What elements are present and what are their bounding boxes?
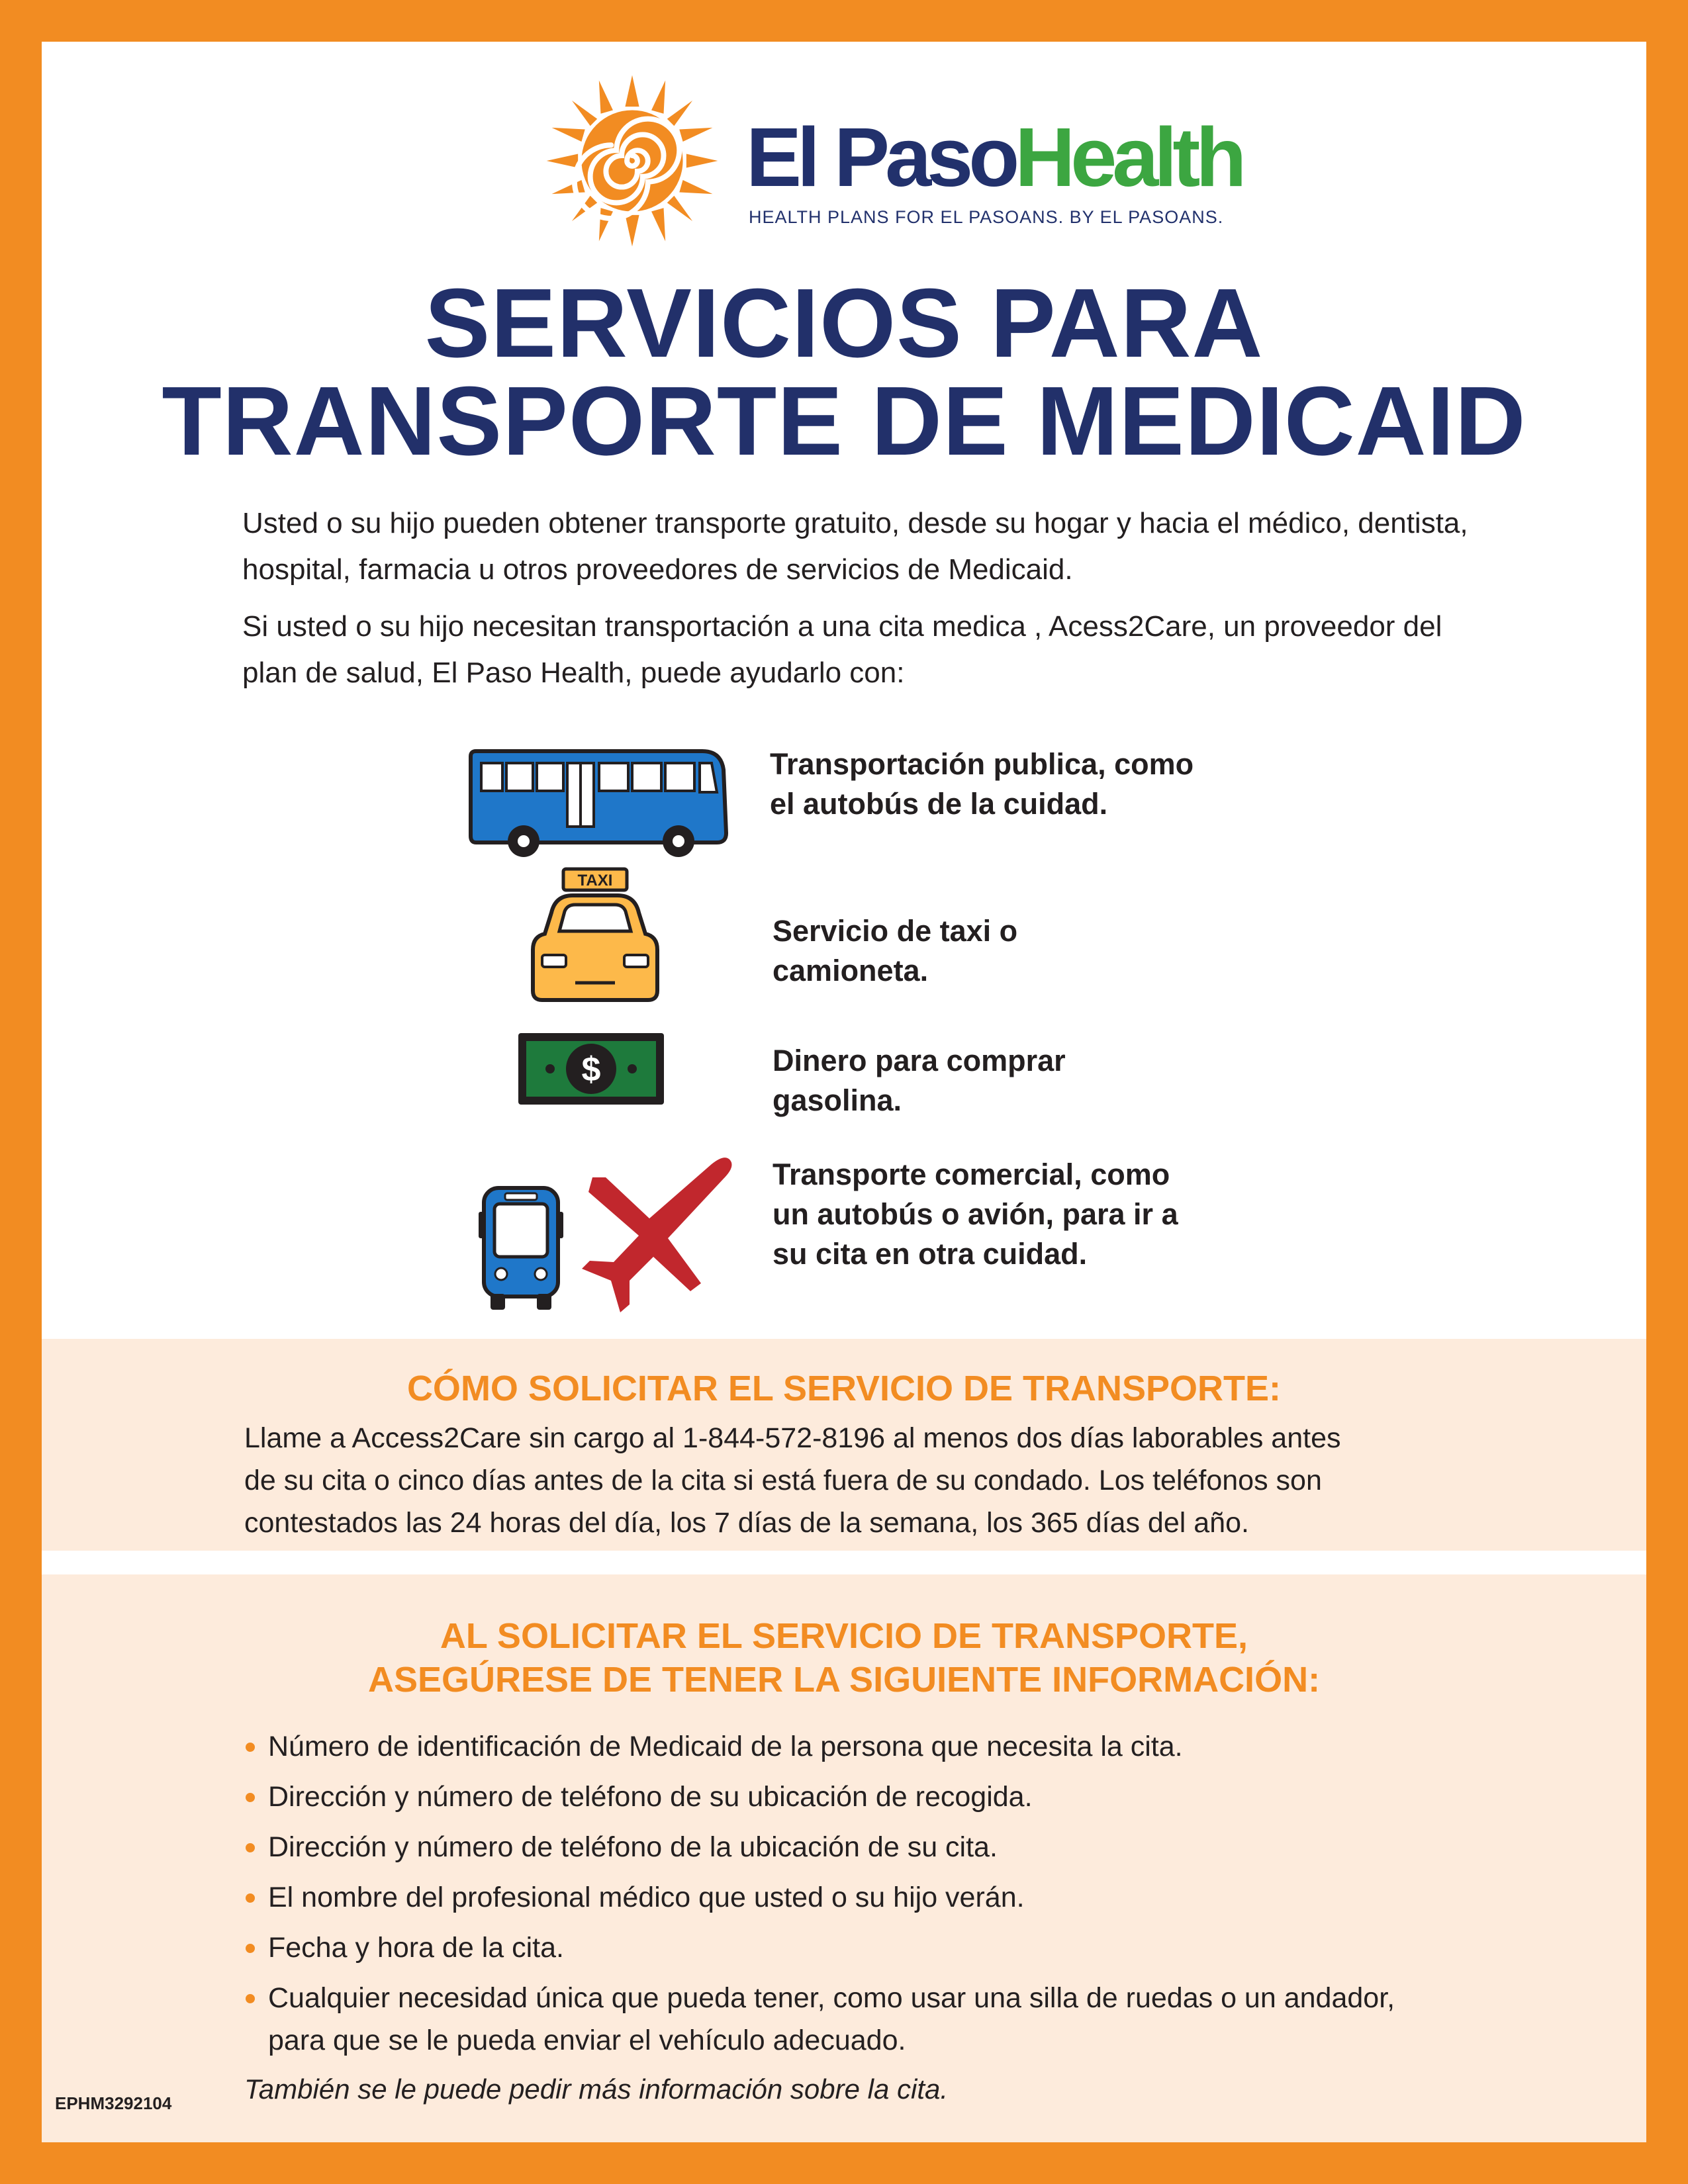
bullet-dot-icon [246,1994,255,2003]
taxi-sign-text: TAXI [577,872,613,889]
request-heading: CÓMO SOLICITAR EL SERVICIO DE TRANSPORTE: [406,1369,1282,1408]
list-item: Cualquier necesidad única que pueda tener, como usar una silla de ruedas o un andador, para que se le pueda enviar el vehículo adecuado. [244,1977,1448,2062]
info-list [42,1725,1646,2062]
brand-tagline: HEALTH PLANS FOR EL PASOANS. BY EL PASOANS. [749,207,1224,227]
request-body [42,1417,1646,1544]
list-item: Dirección y número de teléfono de la ubicación de su cita. [244,1826,1448,1868]
flyer-page [42,42,1646,2142]
service-commercial-transport [773,1155,1276,1274]
money-icon [516,1030,667,1107]
page-title [42,269,1646,476]
brand-name-el-paso: El Paso [746,111,1015,204]
taxi-icon [522,865,668,1005]
svg-text:$: $ [581,1050,601,1089]
bus-airplane-icon [476,1151,735,1315]
info-heading-line-1: AL SOLICITAR EL SERVICIO DE TRANSPORTE, [440,1616,1248,1656]
list-item: Fecha y hora de la cita. [244,1927,1448,1969]
bullet-dot-icon [246,1793,255,1802]
intro-text [242,500,1500,707]
service-public-transport-line-2: el autobús de la cuidad. [770,787,1108,821]
bullet-dot-icon [246,1893,255,1903]
brand-name [746,111,1243,204]
request-body-line-1: Llame a Access2Care sin cargo al 1-844-572-8196 al menos dos días laborables antes [244,1422,1341,1454]
info-section [42,1574,1646,2142]
airplane-icon [582,1158,731,1312]
list-item: Número de identificación de Medicaid de la persona que necesita la cita. [244,1725,1448,1768]
service-commercial-transport-line-2: un autobús o avión, para ir a [773,1197,1178,1231]
page-title-line-1: SERVICIOS PARA [424,269,1264,378]
city-bus-icon [467,737,731,862]
request-body-line-2: de su cita o cinco días antes de la cita si está fuera de su condado. Los teléfonos son [244,1465,1322,1496]
front-bus-icon [479,1188,563,1310]
bullet-dot-icon [246,1743,255,1752]
service-commercial-transport-line-3: su cita en otra cuidad. [773,1237,1088,1271]
form-code: EPHM3292104 [55,2093,172,2113]
service-taxi [773,911,1276,991]
service-taxi-line-1: Servicio de taxi o [773,914,1018,948]
info-heading [42,1614,1646,1702]
request-section [42,1339,1646,1551]
el-paso-health-logo [501,58,1243,269]
sun-spiral-icon [545,73,720,248]
info-footnote: También se le puede pedir más información sobre la cita. [244,2073,949,2105]
service-public-transport [770,745,1273,824]
list-item: Dirección y número de teléfono de su ubicación de recogida. [244,1776,1448,1818]
brand-name-health: Health [1015,111,1243,204]
service-taxi-line-2: camioneta. [773,954,929,987]
service-public-transport-line-1: Transportación publica, como [770,747,1194,781]
service-gas-money-line-1: Dinero para comprar [773,1044,1066,1077]
info-heading-line-2: ASEGÚRESE DE TENER LA SIGUIENTE INFORMACIÓN: [367,1660,1321,1700]
list-item: El nombre del profesional médico que usted o su hijo verán. [244,1876,1448,1919]
request-body-line-3: contestados las 24 horas del día, los 7 días de la semana, los 365 días del año. [244,1507,1249,1539]
intro-paragraph-1: Usted o su hijo pueden obtener transporte gratuito, desde su hogar y hacia el médico, dentista, hospital, farmacia u otros proveedores de servicios de Medicaid. [242,507,1468,586]
bullet-dot-icon [246,1843,255,1852]
service-gas-money-line-2: gasolina. [773,1083,902,1117]
service-commercial-transport-line-1: Transporte comercial, como [773,1158,1170,1191]
service-gas-money [773,1041,1276,1120]
page-title-line-2: TRANSPORTE DE MEDICAID [162,367,1526,476]
intro-paragraph-2: Si usted o su hijo necesitan transportación a una cita medica , Acess2Care, un proveedor del plan de salud, El Paso Health, puede ayudarlo con: [242,610,1442,689]
bullet-dot-icon [246,1944,255,1953]
